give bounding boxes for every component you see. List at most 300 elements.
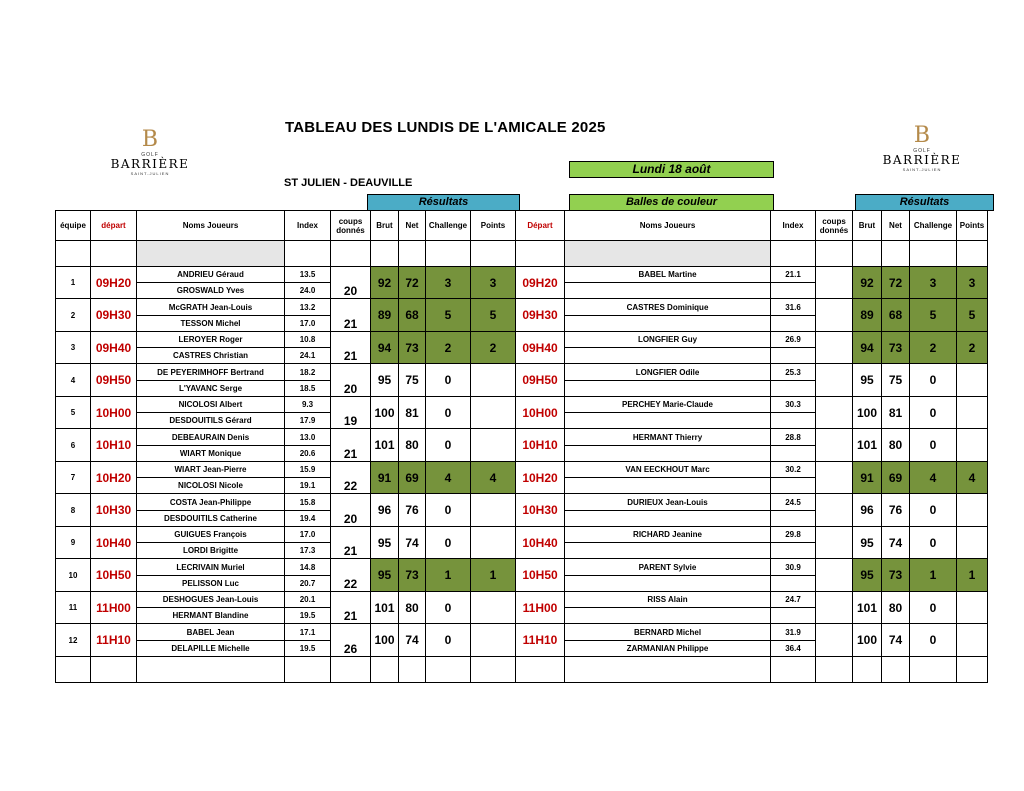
player-names <box>137 429 285 462</box>
player-2: LORDI Brigitte <box>182 546 239 555</box>
index-1: 10.8 <box>285 332 330 348</box>
challenge-score-right: 2 <box>910 332 957 364</box>
ball-player-index <box>771 494 816 527</box>
spacer-row <box>56 657 988 683</box>
ball-strokes-given <box>816 397 853 429</box>
challenge-score: 4 <box>426 462 471 494</box>
golf-logo-right <box>880 124 964 188</box>
net-score-right: 81 <box>882 397 910 429</box>
index-2: 17.9 <box>299 416 316 425</box>
player-names <box>137 364 285 397</box>
logo-line-2: BARRIÈRE <box>110 157 190 171</box>
challenge-score: 0 <box>426 494 471 527</box>
tee-time-right: 10H10 <box>516 429 565 462</box>
col-challenge-right: Challenge <box>910 211 957 241</box>
ball-strokes-given <box>816 559 853 592</box>
ball-player-names <box>565 332 771 364</box>
ball-strokes-given <box>816 494 853 527</box>
player-1: LECRIVAIN Muriel <box>137 560 284 576</box>
points-score-right <box>957 397 988 429</box>
team-row <box>56 462 988 494</box>
tee-time-right: 11H00 <box>516 592 565 624</box>
challenge-score-right: 1 <box>910 559 957 592</box>
col-points: Points <box>471 211 516 241</box>
results-table <box>55 210 988 683</box>
index-2: 19.4 <box>299 513 316 523</box>
ball-player-names <box>565 559 771 592</box>
player-2: HERMANT Blandine <box>172 611 249 620</box>
player-names <box>137 332 285 364</box>
ball-player-1: DURIEUX Jean-Louis <box>565 495 770 511</box>
tee-time: 10H00 <box>91 397 137 429</box>
ball-player-names <box>565 299 771 332</box>
ball-player-names <box>565 624 771 657</box>
col-points-right: Points <box>957 211 988 241</box>
ball-index-2 <box>771 283 815 298</box>
header-row <box>56 211 988 241</box>
ball-index-1: 25.3 <box>771 365 815 381</box>
net-score-right: 76 <box>882 494 910 527</box>
net-score: 81 <box>399 397 426 429</box>
index-2: 20.6 <box>299 448 316 458</box>
player-index <box>285 592 331 624</box>
strokes-given: 21 <box>331 592 371 624</box>
strokes-given: 26 <box>331 624 371 657</box>
index-1: 17.0 <box>285 527 330 543</box>
brut-score: 95 <box>371 559 399 592</box>
tee-time-right: 09H40 <box>516 332 565 364</box>
page-title: TABLEAU DES LUNDIS DE L'AMICALE 2025 <box>285 119 606 136</box>
ball-player-1: VAN EECKHOUT Marc <box>565 462 770 478</box>
ball-index-1: 31.9 <box>771 625 815 641</box>
tee-time: 10H30 <box>91 494 137 527</box>
index-1: 15.9 <box>285 462 330 478</box>
team-row <box>56 364 988 397</box>
strokes-given: 22 <box>331 462 371 494</box>
points-score-right <box>957 592 988 624</box>
player-index <box>285 332 331 364</box>
tee-time-right: 10H20 <box>516 462 565 494</box>
col-net-right: Net <box>882 211 910 241</box>
tee-time: 10H40 <box>91 527 137 559</box>
brut-score-right: 95 <box>853 559 882 592</box>
tee-time: 09H30 <box>91 299 137 332</box>
player-1: COSTA Jean-Philippe <box>137 495 284 511</box>
ball-player-1: RICHARD Jeanine <box>565 527 770 543</box>
points-score-right <box>957 494 988 527</box>
brut-score-right: 95 <box>853 364 882 397</box>
strokes-given: 21 <box>331 527 371 559</box>
ball-index-1: 30.2 <box>771 462 815 478</box>
team-row <box>56 267 988 299</box>
tee-time-right: 10H40 <box>516 527 565 559</box>
team-number: 8 <box>56 494 91 527</box>
challenge-score-right: 0 <box>910 364 957 397</box>
brut-score: 89 <box>371 299 399 332</box>
ball-player-1: RISS Alain <box>565 592 770 608</box>
team-number: 10 <box>56 559 91 592</box>
player-2: DELAPILLE Michelle <box>171 643 250 653</box>
strokes-given: 19 <box>331 397 371 429</box>
col-brut-right: Brut <box>853 211 882 241</box>
index-1: 13.2 <box>285 300 330 316</box>
index-1: 15.8 <box>285 495 330 511</box>
tee-time: 11H10 <box>91 624 137 657</box>
ball-index-2 <box>771 316 815 331</box>
col-coups <box>331 211 371 241</box>
player-index <box>285 397 331 429</box>
strokes-given: 20 <box>331 494 371 527</box>
net-score: 74 <box>399 527 426 559</box>
col-coups-line2: donnés <box>336 225 365 235</box>
ball-player-2 <box>565 543 770 558</box>
ball-player-2 <box>565 348 770 363</box>
points-score: 1 <box>471 559 516 592</box>
challenge-score-right: 0 <box>910 429 957 462</box>
challenge-score-right: 3 <box>910 267 957 299</box>
points-score-right: 5 <box>957 299 988 332</box>
ball-index-1: 24.7 <box>771 592 815 608</box>
player-index <box>285 267 331 299</box>
challenge-score-right: 4 <box>910 462 957 494</box>
net-score-right: 80 <box>882 592 910 624</box>
col-noms: Noms Joueurs <box>137 211 285 241</box>
net-score: 73 <box>399 559 426 592</box>
col-challenge: Challenge <box>426 211 471 241</box>
challenge-score: 2 <box>426 332 471 364</box>
player-1: WIART Jean-Pierre <box>137 462 284 478</box>
ball-player-1: HERMANT Thierry <box>565 430 770 446</box>
ball-strokes-given <box>816 299 853 332</box>
ball-index-2 <box>771 608 815 623</box>
logo-line-3: SAINT-JULIEN <box>130 171 170 176</box>
ball-player-2: ZARMANIAN Philippe <box>626 643 709 653</box>
logo-line-2: BARRIÈRE <box>882 153 962 167</box>
index-2: 24.0 <box>299 286 316 295</box>
brut-score-right: 91 <box>853 462 882 494</box>
col-equipe: équipe <box>56 211 91 241</box>
player-index <box>285 527 331 559</box>
ball-index-2: 36.4 <box>785 643 801 653</box>
ball-index-1: 28.8 <box>771 430 815 446</box>
col-coups-right <box>816 211 853 241</box>
net-score-right: 73 <box>882 332 910 364</box>
points-score: 3 <box>471 267 516 299</box>
strokes-given: 21 <box>331 429 371 462</box>
player-names <box>137 624 285 657</box>
ball-index-1: 31.6 <box>771 300 815 316</box>
challenge-score-right: 0 <box>910 494 957 527</box>
tee-time: 09H20 <box>91 267 137 299</box>
results-banner-left: Résultats <box>367 194 520 211</box>
ball-index-2 <box>771 446 815 461</box>
col-brut: Brut <box>371 211 399 241</box>
ball-player-names <box>565 397 771 429</box>
player-2: GROSWALD Yves <box>176 286 245 295</box>
ball-player-index <box>771 267 816 299</box>
index-2: 19.5 <box>299 611 316 620</box>
team-number: 4 <box>56 364 91 397</box>
ball-player-index <box>771 624 816 657</box>
brut-score: 101 <box>371 429 399 462</box>
index-1: 13.5 <box>285 267 330 283</box>
results-banner-right: Résultats <box>855 194 994 211</box>
net-score: 80 <box>399 429 426 462</box>
challenge-score-right: 0 <box>910 624 957 657</box>
ball-index-2 <box>771 348 815 363</box>
player-names <box>137 462 285 494</box>
ball-player-index <box>771 397 816 429</box>
net-score: 75 <box>399 364 426 397</box>
player-2: TESSON Michel <box>180 318 241 328</box>
venue-label: ST JULIEN - DEAUVILLE <box>284 177 413 189</box>
player-index <box>285 429 331 462</box>
ball-player-index <box>771 429 816 462</box>
ball-player-2 <box>565 608 770 623</box>
index-1: 20.1 <box>285 592 330 608</box>
challenge-score: 0 <box>426 364 471 397</box>
net-score-right: 69 <box>882 462 910 494</box>
col-noms-right: Noms Joueurs <box>565 211 771 241</box>
team-row <box>56 559 988 592</box>
points-score-right: 4 <box>957 462 988 494</box>
player-index <box>285 462 331 494</box>
net-score-right: 80 <box>882 429 910 462</box>
points-score <box>471 494 516 527</box>
player-1: DESHOGUES Jean-Louis <box>137 592 284 608</box>
ball-player-2 <box>565 316 770 331</box>
index-2: 18.5 <box>299 383 316 393</box>
index-1: 9.3 <box>285 397 330 413</box>
index-1: 14.8 <box>285 560 330 576</box>
spacer-row <box>56 241 988 267</box>
brut-score-right: 101 <box>853 592 882 624</box>
ball-player-index <box>771 559 816 592</box>
brut-score-right: 101 <box>853 429 882 462</box>
ball-strokes-given <box>816 592 853 624</box>
brut-score: 101 <box>371 592 399 624</box>
ball-player-2 <box>565 511 770 526</box>
player-names <box>137 527 285 559</box>
strokes-given: 20 <box>331 267 371 299</box>
challenge-score: 0 <box>426 592 471 624</box>
ball-player-1: LONGFIER Guy <box>565 332 770 348</box>
challenge-score: 1 <box>426 559 471 592</box>
ball-player-index <box>771 462 816 494</box>
points-score-right: 1 <box>957 559 988 592</box>
team-row <box>56 494 988 527</box>
player-index <box>285 624 331 657</box>
tee-time: 09H50 <box>91 364 137 397</box>
player-2: L'YAVANC Serge <box>178 383 243 393</box>
net-score-right: 74 <box>882 527 910 559</box>
brut-score: 96 <box>371 494 399 527</box>
player-names <box>137 267 285 299</box>
player-names <box>137 494 285 527</box>
logo-line-1: GOLF <box>913 148 931 154</box>
ball-index-1: 24.5 <box>771 495 815 511</box>
brut-score-right: 95 <box>853 527 882 559</box>
challenge-score-right: 0 <box>910 397 957 429</box>
strokes-given: 20 <box>331 364 371 397</box>
brut-score: 95 <box>371 364 399 397</box>
col-coups-right-line1: coups <box>822 216 846 226</box>
brut-score-right: 92 <box>853 267 882 299</box>
team-number: 7 <box>56 462 91 494</box>
ball-index-1: 29.8 <box>771 527 815 543</box>
ball-index-2 <box>771 576 815 591</box>
tee-time-right: 10H30 <box>516 494 565 527</box>
brut-score: 100 <box>371 624 399 657</box>
index-1: 17.1 <box>285 625 330 641</box>
tee-time: 09H40 <box>91 332 137 364</box>
points-score: 2 <box>471 332 516 364</box>
brut-score-right: 100 <box>853 397 882 429</box>
net-score-right: 74 <box>882 624 910 657</box>
team-row <box>56 624 988 657</box>
brut-score: 94 <box>371 332 399 364</box>
brut-score-right: 89 <box>853 299 882 332</box>
player-1: NICOLOSI Albert <box>137 397 284 413</box>
col-index: Index <box>285 211 331 241</box>
ball-player-names <box>565 267 771 299</box>
tee-time: 10H10 <box>91 429 137 462</box>
ball-strokes-given <box>816 429 853 462</box>
points-score-right <box>957 429 988 462</box>
balls-banner: Balles de couleur <box>569 194 774 211</box>
challenge-score: 3 <box>426 267 471 299</box>
ball-strokes-given <box>816 527 853 559</box>
ball-player-names <box>565 527 771 559</box>
team-number: 1 <box>56 267 91 299</box>
player-1: DEBEAURAIN Denis <box>137 430 284 446</box>
col-depart-right: Départ <box>516 211 565 241</box>
brut-score-right: 96 <box>853 494 882 527</box>
points-score <box>471 624 516 657</box>
tee-time-right: 10H00 <box>516 397 565 429</box>
ball-player-names <box>565 429 771 462</box>
player-1: BABEL Jean <box>137 625 284 641</box>
strokes-given: 22 <box>331 559 371 592</box>
ball-player-names <box>565 364 771 397</box>
brut-score-right: 100 <box>853 624 882 657</box>
ball-player-1: PERCHEY Marie-Claude <box>565 397 770 413</box>
index-2: 20.7 <box>299 578 316 588</box>
logo-line-3: SAINT-JULIEN <box>902 167 942 172</box>
net-score: 74 <box>399 624 426 657</box>
strokes-given: 21 <box>331 299 371 332</box>
challenge-score-right: 5 <box>910 299 957 332</box>
player-index <box>285 559 331 592</box>
col-coups-right-line2: donnés <box>819 225 849 235</box>
team-row <box>56 397 988 429</box>
player-2: DESDOUITILS Catherine <box>164 513 257 523</box>
ball-player-names <box>565 494 771 527</box>
team-number: 11 <box>56 592 91 624</box>
ball-player-names <box>565 462 771 494</box>
player-index <box>285 494 331 527</box>
team-number: 6 <box>56 429 91 462</box>
ball-player-2 <box>565 283 770 298</box>
ball-index-1: 30.9 <box>771 560 815 576</box>
team-row <box>56 332 988 364</box>
team-number: 3 <box>56 332 91 364</box>
player-1: ANDRIEU Géraud <box>137 267 284 283</box>
player-1: McGRATH Jean-Louis <box>137 300 284 316</box>
points-score-right <box>957 527 988 559</box>
challenge-score-right: 0 <box>910 592 957 624</box>
challenge-score: 0 <box>426 397 471 429</box>
ball-strokes-given <box>816 364 853 397</box>
logo-b-icon: B <box>141 127 159 152</box>
challenge-score: 5 <box>426 299 471 332</box>
index-1: 18.2 <box>285 365 330 381</box>
team-number: 12 <box>56 624 91 657</box>
ball-index-2 <box>771 543 815 558</box>
challenge-score-right: 0 <box>910 527 957 559</box>
index-2: 19.1 <box>299 481 316 490</box>
ball-index-2 <box>771 478 815 493</box>
tee-time: 11H00 <box>91 592 137 624</box>
points-score <box>471 527 516 559</box>
net-score-right: 72 <box>882 267 910 299</box>
team-row <box>56 592 988 624</box>
player-names <box>137 559 285 592</box>
points-score-right: 3 <box>957 267 988 299</box>
ball-strokes-given <box>816 332 853 364</box>
ball-player-1: PARENT Sylvie <box>565 560 770 576</box>
net-score: 69 <box>399 462 426 494</box>
ball-player-2 <box>565 576 770 591</box>
challenge-score: 0 <box>426 429 471 462</box>
net-score: 73 <box>399 332 426 364</box>
player-2: DESDOUITILS Gérard <box>169 416 252 425</box>
brut-score: 91 <box>371 462 399 494</box>
points-score: 5 <box>471 299 516 332</box>
tee-time-right: 11H10 <box>516 624 565 657</box>
strokes-given: 21 <box>331 332 371 364</box>
ball-player-index <box>771 364 816 397</box>
col-coups-line1: coups <box>338 216 363 226</box>
points-score-right: 2 <box>957 332 988 364</box>
points-score-right <box>957 364 988 397</box>
ball-index-2 <box>771 511 815 526</box>
ball-strokes-given <box>816 624 853 657</box>
player-1: DE PEYERIMHOFF Bertrand <box>137 365 284 381</box>
date-box: Lundi 18 août <box>569 161 774 178</box>
net-score-right: 68 <box>882 299 910 332</box>
points-score <box>471 364 516 397</box>
player-2: WIART Monique <box>179 448 242 458</box>
team-row <box>56 527 988 559</box>
ball-index-1: 26.9 <box>771 332 815 348</box>
ball-player-index <box>771 527 816 559</box>
col-net: Net <box>399 211 426 241</box>
player-2: CASTRES Christian <box>172 351 249 360</box>
tee-time-right: 09H30 <box>516 299 565 332</box>
ball-player-1: BABEL Martine <box>565 267 770 283</box>
logo-line-1: GOLF <box>141 152 159 158</box>
ball-player-index <box>771 299 816 332</box>
index-2: 24.1 <box>299 351 316 360</box>
brut-score: 92 <box>371 267 399 299</box>
player-1: GUIGUES François <box>137 527 284 543</box>
brut-score-right: 94 <box>853 332 882 364</box>
ball-index-1: 30.3 <box>771 397 815 413</box>
player-index <box>285 299 331 332</box>
index-2: 19.5 <box>299 643 316 653</box>
brut-score: 95 <box>371 527 399 559</box>
